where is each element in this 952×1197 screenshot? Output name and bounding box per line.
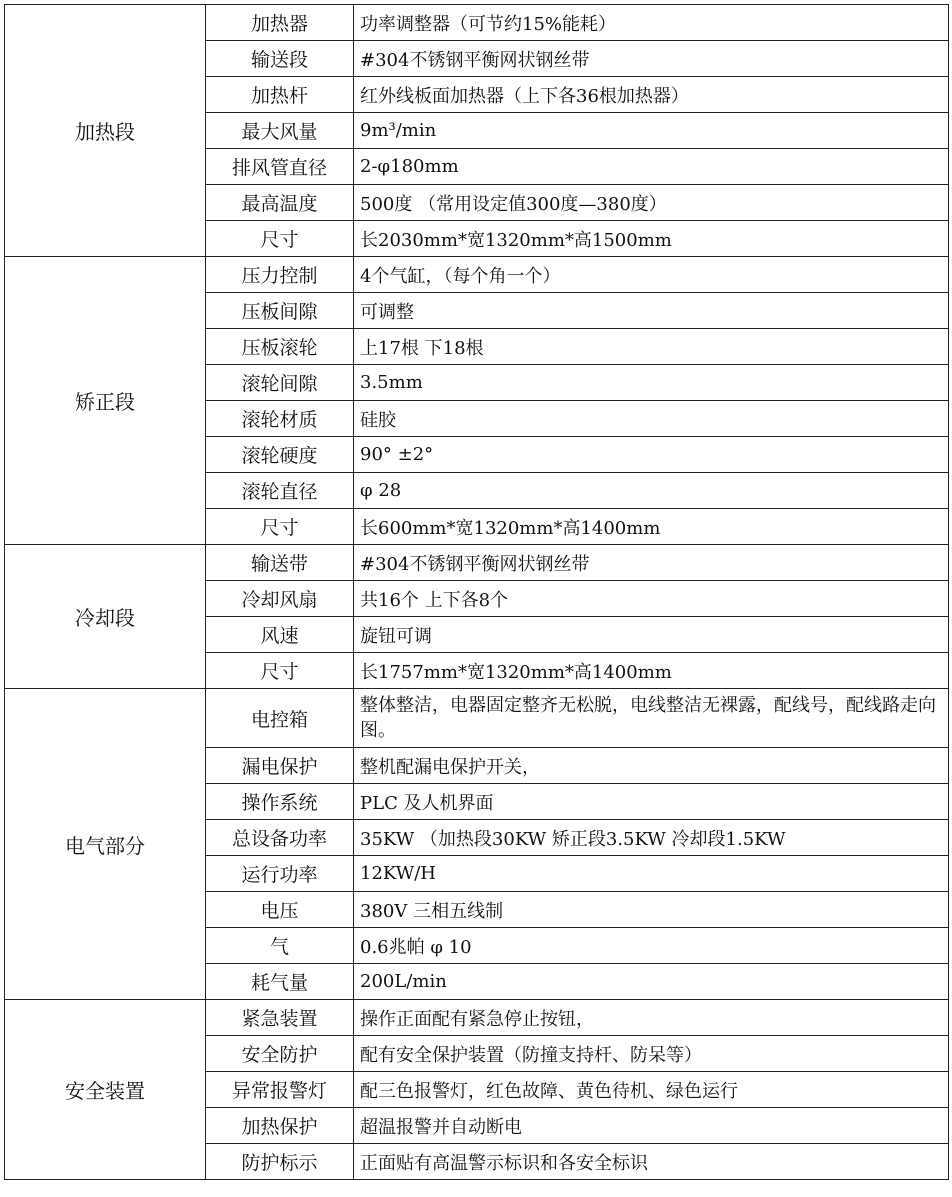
param-label: 输送段 (206, 41, 354, 77)
param-label: 尺寸 (206, 509, 354, 545)
param-label: 安全防护 (206, 1036, 354, 1072)
param-value: 长600mm*宽1320mm*高1400mm (354, 509, 949, 545)
param-label: 滚轮硬度 (206, 437, 354, 473)
section-heating: 加热段 (5, 5, 206, 257)
section-safety: 安全装置 (5, 1000, 206, 1180)
param-value: 35KW （加热段30KW 矫正段3.5KW 冷却段1.5KW (354, 820, 949, 856)
param-label: 最高温度 (206, 185, 354, 221)
param-value: 4个气缸，（每个角一个） (354, 257, 949, 293)
param-value: 硅胶 (354, 401, 949, 437)
section-electrical: 电气部分 (5, 689, 206, 1000)
param-label: 输送带 (206, 545, 354, 581)
param-label: 异常报警灯 (206, 1072, 354, 1108)
table-row (5, 545, 949, 581)
param-label: 压板间隙 (206, 293, 354, 329)
param-label: 耗气量 (206, 964, 354, 1000)
param-value: 长2030mm*宽1320mm*高1500mm (354, 221, 949, 257)
param-value: PLC 及人机界面 (354, 784, 949, 820)
param-label: 漏电保护 (206, 748, 354, 784)
param-value: 0.6兆帕 φ 10 (354, 928, 949, 964)
param-label: 防护标示 (206, 1144, 354, 1180)
table-row (5, 257, 949, 293)
param-value: 整机配漏电保护开关， (354, 748, 949, 784)
param-label: 尺寸 (206, 653, 354, 689)
param-label: 滚轮材质 (206, 401, 354, 437)
param-label: 加热保护 (206, 1108, 354, 1144)
section-cooling: 冷却段 (5, 545, 206, 689)
param-value: #304不锈钢平衡网状钢丝带 (354, 41, 949, 77)
param-value: 超温报警并自动断电 (354, 1108, 949, 1144)
param-value: 配三色报警灯，红色故障、黄色待机、绿色运行 (354, 1072, 949, 1108)
param-label: 电压 (206, 892, 354, 928)
param-value: 380V 三相五线制 (354, 892, 949, 928)
param-value: 3.5mm (354, 365, 949, 401)
param-label: 紧急装置 (206, 1000, 354, 1036)
param-value: 可调整 (354, 293, 949, 329)
param-value: 红外线板面加热器（上下各36根加热器） (354, 77, 949, 113)
param-label: 加热杆 (206, 77, 354, 113)
param-label: 尺寸 (206, 221, 354, 257)
param-label: 排风管直径 (206, 149, 354, 185)
param-value: 操作正面配有紧急停止按钮， (354, 1000, 949, 1036)
table-row (5, 689, 949, 748)
param-value: 12KW/H (354, 856, 949, 892)
param-label: 滚轮间隙 (206, 365, 354, 401)
param-value: 长1757mm*宽1320mm*高1400mm (354, 653, 949, 689)
param-value: 500度 （常用设定值300度—380度） (354, 185, 949, 221)
table-row (5, 5, 949, 41)
param-label: 压力控制 (206, 257, 354, 293)
table-row (5, 1000, 949, 1036)
param-label: 加热器 (206, 5, 354, 41)
param-value: 2-φ180mm (354, 149, 949, 185)
param-label: 总设备功率 (206, 820, 354, 856)
param-label: 最大风量 (206, 113, 354, 149)
param-value: 上17根 下18根 (354, 329, 949, 365)
section-straightening: 矫正段 (5, 257, 206, 545)
param-label: 压板滚轮 (206, 329, 354, 365)
param-label: 气 (206, 928, 354, 964)
param-label: 操作系统 (206, 784, 354, 820)
param-value: 正面贴有高温警示标识和各安全标识 (354, 1144, 949, 1180)
param-value: #304不锈钢平衡网状钢丝带 (354, 545, 949, 581)
param-label: 风速 (206, 617, 354, 653)
param-value: 共16个 上下各8个 (354, 581, 949, 617)
param-value: 90° ±2° (354, 437, 949, 473)
param-label: 运行功率 (206, 856, 354, 892)
param-label: 滚轮直径 (206, 473, 354, 509)
param-value: 配有安全保护装置（防撞支持杆、防呆等） (354, 1036, 949, 1072)
param-value: 整体整洁，电器固定整齐无松脱，电线整洁无裸露，配线号，配线路走向图。 (354, 689, 949, 748)
param-value: 功率调整器（可节约15%能耗） (354, 5, 949, 41)
param-value: 旋钮可调 (354, 617, 949, 653)
param-value: φ 28 (354, 473, 949, 509)
param-label: 电控箱 (206, 689, 354, 748)
param-label: 冷却风扇 (206, 581, 354, 617)
spec-table (4, 4, 949, 1180)
param-value: 200L/min (354, 964, 949, 1000)
param-value: 9m³/min (354, 113, 949, 149)
